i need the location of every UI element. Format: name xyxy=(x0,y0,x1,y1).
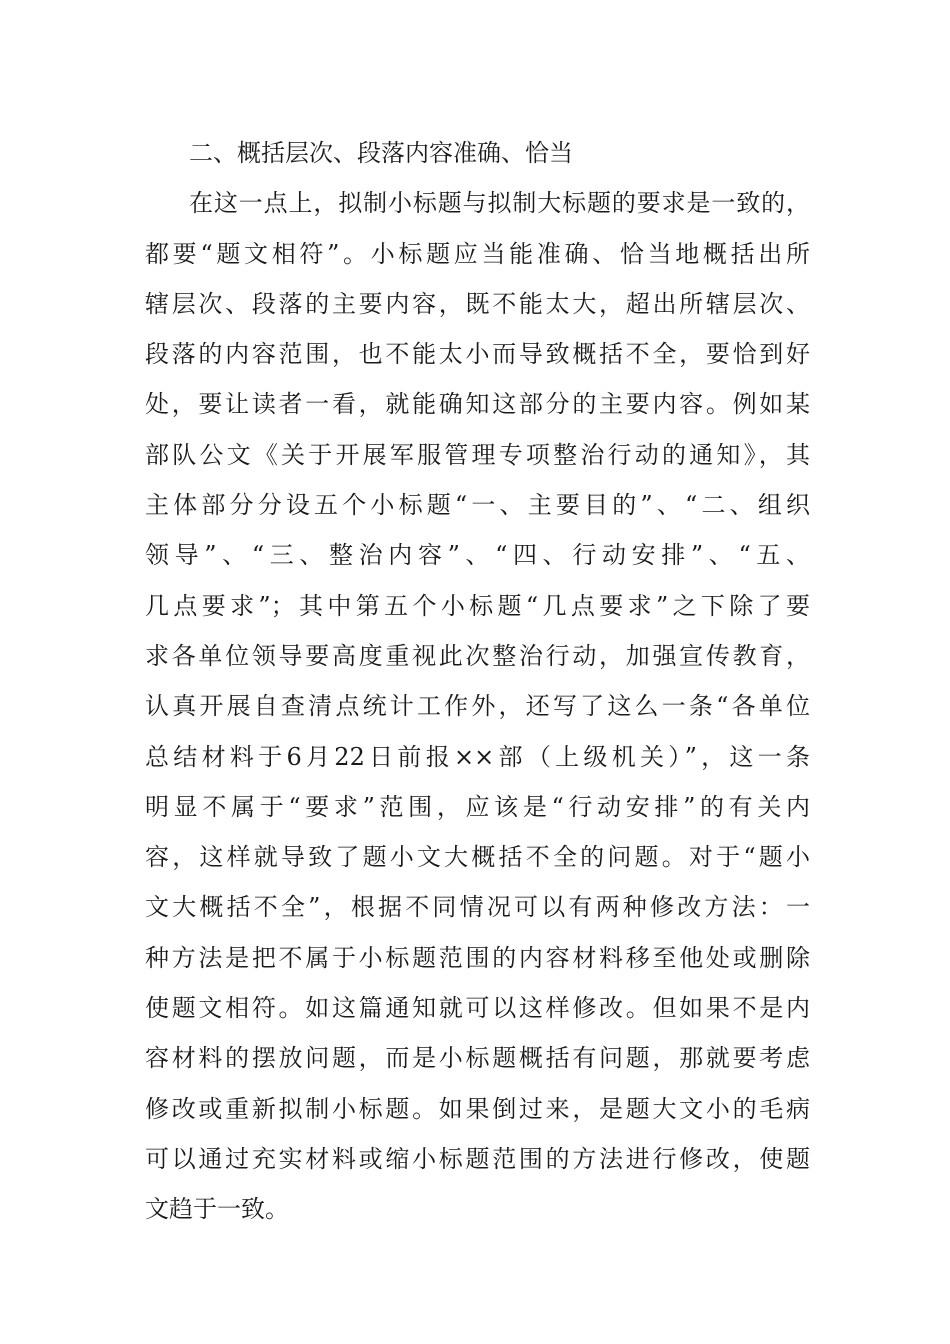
paragraph-line: 可以通过充实材料或缩小标题范围的方法进行修改，使题 xyxy=(145,1144,810,1173)
paragraph-line: 处，要让读者一看，就能确知这部分的主要内容。例如某 xyxy=(145,390,810,419)
paragraph-line: 几点要求”；其中第五个小标题“几点要求”之下除了要 xyxy=(145,591,810,620)
paragraph-line: 文趋于一致。 xyxy=(145,1195,289,1224)
paragraph-line: 在这一点上，拟制小标题与拟制大标题的要求是一致的， xyxy=(189,189,810,218)
paragraph-line: 部队公文《关于开展军服管理专项整治行动的通知》，其 xyxy=(145,440,810,469)
paragraph-line: 主体部分分设五个小标题“一、主要目的”、“二、组织 xyxy=(145,491,810,520)
paragraph-line: 种方法是把不属于小标题范围的内容材料移至他处或删除 xyxy=(145,943,810,972)
paragraph-line: 明显不属于“要求”范围，应该是“行动安排”的有关内 xyxy=(145,792,810,821)
section-heading: 二、概括层次、段落内容准确、恰当 xyxy=(189,139,573,167)
paragraph-line: 段落的内容范围，也不能太小而导致概括不全，要恰到好 xyxy=(145,340,810,369)
paragraph-line: 领导”、“三、整治内容”、“四、行动安排”、“五、 xyxy=(145,541,810,570)
paragraph-line: 总结材料于6月22日前报××部（上级机关）”，这一条 xyxy=(145,742,810,771)
paragraph-line: 使题文相符。如这篇通知就可以这样修改。但如果不是内 xyxy=(145,994,810,1023)
paragraph-line: 修改或重新拟制小标题。如果倒过来，是题大文小的毛病 xyxy=(145,1094,810,1123)
paragraph-line: 都要“题文相符”。小标题应当能准确、恰当地概括出所 xyxy=(145,239,810,268)
paragraph-line: 容材料的摆放问题，而是小标题概括有问题，那就要考虑 xyxy=(145,1044,810,1073)
paragraph-line: 文大概括不全”，根据不同情况可以有两种修改方法：一 xyxy=(145,893,810,922)
paragraph-line: 求各单位领导要高度重视此次整治行动，加强宣传教育， xyxy=(145,641,810,670)
paragraph-line: 容，这样就导致了题小文大概括不全的问题。对于“题小 xyxy=(145,843,810,872)
document-body xyxy=(145,128,810,1235)
paragraph-line: 辖层次、段落的主要内容，既不能太大，超出所辖层次、 xyxy=(145,289,810,318)
paragraph-line: 认真开展自查清点统计工作外，还写了这么一条“各单位 xyxy=(145,692,810,721)
